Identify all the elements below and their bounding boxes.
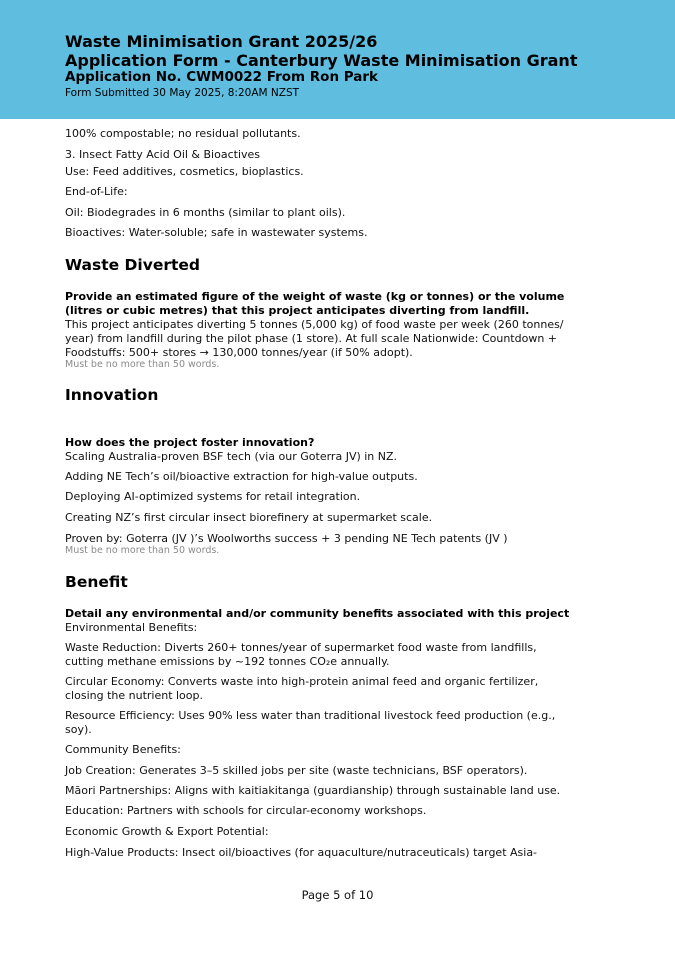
answer-line: Scaling Australia-proven BSF tech (via our Goterra JV) in NZ.: [65, 450, 398, 463]
answer-line: Circular Economy: Converts waste into high-protein animal feed and organic fertilizer,: [65, 675, 539, 688]
intro-line: 100% compostable; no residual pollutants.: [65, 127, 301, 140]
application-number: Application No. CWM0022 From Ron Park: [65, 69, 379, 85]
answer-line: Foodstuffs: 500+ stores → 130,000 tonnes/year (if 50% adopt).: [65, 346, 413, 359]
answer-line: Creating NZ’s first circular insect biorefinery at supermarket scale.: [65, 511, 433, 524]
answer-line: High-Value Products: Insect oil/bioactives (for aquaculture/nutraceuticals) target Asia-: [65, 846, 538, 859]
answer-line: Resource Efficiency: Uses 90% less water than traditional livestock feed production (e.g.,: [65, 709, 556, 722]
intro-line: Oil: Biodegrades in 6 months (similar to plant oils).: [65, 206, 346, 219]
answer-line: Economic Growth & Export Potential:: [65, 825, 269, 838]
intro-line: 3. Insect Fatty Acid Oil & Bioactives: [65, 148, 261, 161]
answer-line: Community Benefits:: [65, 743, 181, 756]
answer-line: Māori Partnerships: Aligns with kaitiakitanga (guardianship) through sustainable land use.: [65, 784, 561, 797]
form-title: Application Form - Canterbury Waste Minimisation Grant: [65, 51, 578, 70]
answer-line: This project anticipates diverting 5 tonnes (5,000 kg) of food waste per week (260 tonnes/: [65, 318, 564, 331]
section-heading-innovation: Innovation: [65, 386, 159, 404]
word-limit-hint: Must be no more than 50 words.: [65, 545, 220, 556]
page-number: Page 5 of 10: [301, 888, 374, 902]
answer-line: soy).: [65, 723, 92, 736]
answer-line: Proven by: Goterra (JV )’s Woolworths success + 3 pending NE Tech patents (JV ): [65, 532, 508, 545]
answer-line: cutting methane emissions by ~192 tonnes CO₂e annually.: [65, 655, 390, 668]
form-header: [0, 0, 675, 119]
answer-line: Deploying AI-optimized systems for retail integration.: [65, 490, 361, 503]
answer-line: Waste Reduction: Diverts 260+ tonnes/year of supermarket food waste from landfills,: [65, 641, 537, 654]
grant-title: Waste Minimisation Grant 2025/26: [65, 32, 378, 51]
question-line: Provide an estimated figure of the weight of waste (kg or tonnes) or the volume: [65, 290, 565, 303]
word-limit-hint: Must be no more than 50 words.: [65, 359, 220, 370]
intro-line: End-of-Life:: [65, 185, 128, 198]
answer-line: year) from landfill during the pilot phase (1 store). At full scale Nationwide: Countdown +: [65, 332, 558, 345]
answer-line: Education: Partners with schools for circular-economy workshops.: [65, 804, 427, 817]
intro-line: Use: Feed additives, cosmetics, bioplastics.: [65, 165, 304, 178]
intro-line: Bioactives: Water-soluble; safe in wastewater systems.: [65, 226, 368, 239]
section-heading-benefit: Benefit: [65, 573, 128, 591]
submission-timestamp: Form Submitted 30 May 2025, 8:20AM NZST: [65, 87, 300, 99]
answer-line: Adding NE Tech’s oil/bioactive extraction for high-value outputs.: [65, 470, 418, 483]
question-line: (litres or cubic metres) that this project anticipates diverting from landfill.: [65, 304, 530, 317]
answer-line: Environmental Benefits:: [65, 621, 198, 634]
section-heading-waste-diverted: Waste Diverted: [65, 256, 201, 274]
answer-line: Job Creation: Generates 3–5 skilled jobs per site (waste technicians, BSF operators).: [65, 764, 528, 777]
answer-line: closing the nutrient loop.: [65, 689, 203, 702]
question-line: Detail any environmental and/or community benefits associated with this project: [65, 607, 570, 620]
question-line: How does the project foster innovation?: [65, 436, 315, 449]
